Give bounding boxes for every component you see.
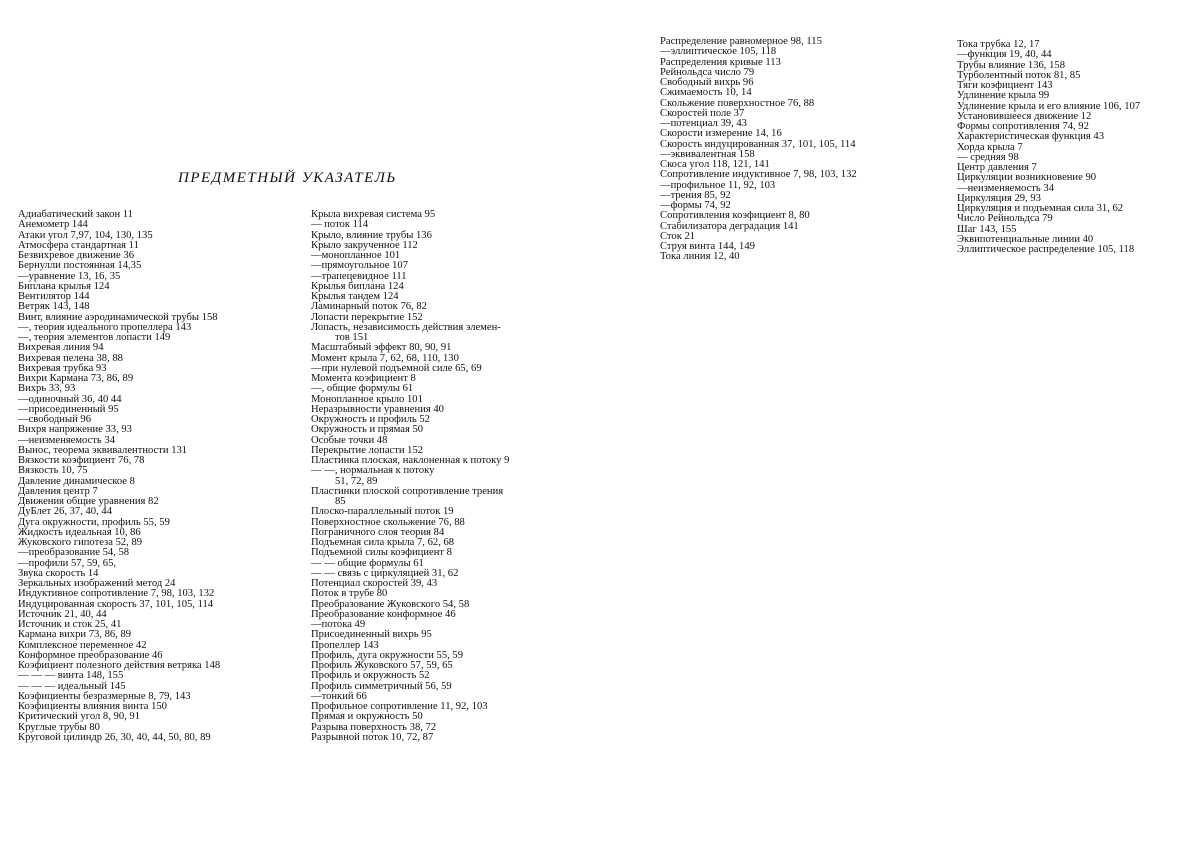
index-entry: Прямая и окружность 50 [311, 711, 423, 723]
index-entry: Жуковского гипотеза 52, 89 [18, 537, 143, 548]
index-entry: —прямоугольное 107 [311, 260, 409, 272]
index-entry: Комплексное переменное 42 [18, 639, 147, 651]
index-entry: Шаг 143, 155 [957, 223, 1017, 235]
index-entry: —уравнение 13, 16, 35 [18, 270, 121, 282]
index-entry: Критический угол 8, 90, 91 [18, 711, 141, 723]
index-entry: —монопланное 101 [311, 250, 401, 261]
index-entry: —функция 19, 40, 44 [957, 49, 1052, 61]
index-entry: Ламинарный поток 76, 82 [311, 301, 427, 313]
index-column-2 [311, 210, 509, 743]
index-entry: Циркуляции возникновение 90 [957, 172, 1097, 184]
index-entry: Вязкости коэфициент 76, 78 [18, 455, 145, 466]
index-entry: Крыло, влияние трубы 136 [311, 229, 432, 241]
index-entry: Скорости измерение 14, 16 [660, 128, 782, 140]
index-entry: Скоростей поле 37 [660, 107, 745, 119]
index-entry: Вихря напряжение 33, 93 [18, 424, 132, 436]
index-entry: Безвихревое движение 36 [18, 250, 134, 261]
index-entry: Поверхностное скольжение 76, 88 [311, 516, 465, 528]
index-entry: Скоса угол 118, 121, 141 [660, 159, 770, 170]
index-entry: — — — идеальный 145 [18, 680, 126, 692]
index-entry: 85 [335, 496, 346, 507]
index-entry: Пограничного слоя теория 84 [311, 526, 445, 538]
index-entry: Профиль, дуга окружности 55, 59 [311, 649, 464, 661]
index-entry: Хорда крыла 7 [957, 141, 1023, 153]
index-entry: Вихри Кармана 73, 86, 89 [18, 373, 134, 384]
index-entry: — — общие формулы 61 [311, 557, 424, 569]
index-entry: Момент крыла 7, 62, 68, 110, 130 [311, 352, 459, 364]
index-entry: Сопротивления коэфициент 8, 80 [660, 210, 810, 222]
index-entry: Характеристическая функция 43 [957, 131, 1105, 143]
index-entry: Масштабный эффект 80, 90, 91 [311, 342, 452, 354]
index-entry: —потенциал 39, 43 [660, 118, 747, 129]
index-entry: Вихревая линия 94 [18, 342, 104, 354]
index-entry: —трения 85, 92 [660, 189, 731, 201]
index-entry: Присоединенный вихрь 95 [311, 629, 432, 641]
index-entry: Окружность и прямая 50 [311, 424, 424, 436]
index-entry: Крылья тандем 124 [311, 291, 399, 302]
index-entry: Распределение равномерное 98, 115 [660, 36, 822, 47]
index-entry: Преобразование конформное 46 [311, 608, 456, 620]
index-entry: Движения общие уравнения 82 [18, 496, 159, 507]
index-entry: Давления центр 7 [18, 485, 98, 497]
index-entry: Скольжение поверхностное 76, 88 [660, 97, 815, 109]
index-entry: Преобразование Жуковского 54, 58 [311, 598, 470, 610]
index-entry: — поток 114 [311, 219, 369, 231]
index-entry: Тока линия 12, 40 [660, 251, 740, 263]
index-entry: Плоско-параллельный поток 19 [311, 506, 454, 518]
index-entry: —одиночный 36, 40 44 [18, 393, 122, 405]
index-entry: Крыла вихревая система 95 [311, 209, 436, 220]
index-entry: Профиль симметричный 56, 59 [311, 680, 452, 692]
index-entry: Особые точки 48 [311, 434, 388, 446]
index-entry: — — связь с циркуляцией 31, 62 [311, 567, 459, 579]
index-entry: Подъемная сила крыла 7, 62, 68 [311, 537, 455, 548]
index-entry: Тяги коэфициент 143 [957, 80, 1053, 91]
index-entry: Лопасти перекрытие 152 [311, 311, 423, 323]
index-entry: Струя винта 144, 149 [660, 241, 755, 252]
index-entry: Крыло закрученное 112 [311, 239, 418, 251]
index-entry: Вынос, теорема эквивалентности 131 [18, 444, 188, 456]
index-entry: —, общие формулы 61 [311, 383, 414, 395]
index-entry: Момента коэфициент 8 [311, 373, 416, 384]
index-entry: Бернулли постоянная 14,35 [18, 260, 142, 272]
index-entry: Коэфициенты безразмерные 8, 79, 143 [18, 690, 191, 702]
index-entry: Атаки угол 7,97, 104, 130, 135 [18, 229, 153, 241]
index-entry: Свободный вихрь 96 [660, 77, 754, 88]
index-entry: Стабилизатора деградация 141 [660, 220, 799, 232]
index-entry: Турболентный поток 81, 85 [957, 69, 1081, 81]
index-entry: Установившееся движение 12 [957, 110, 1092, 122]
index-entry: Винт, влияние аэродинамической трубы 158 [18, 311, 218, 323]
index-entry: 51, 72, 89 [335, 475, 378, 487]
index-entry: Коэфициент полезного действия ветряка 148 [18, 660, 221, 671]
index-entry: тов 151 [335, 332, 369, 343]
index-entry: Адиабатический закон 11 [18, 209, 133, 220]
index-entry: Профиль Жуковского 57, 59, 65 [311, 660, 453, 671]
index-entry: Вентилятор 144 [18, 291, 90, 302]
index-entry: Скорость индуцированная 37, 101, 105, 114 [660, 138, 856, 150]
index-entry: Удлинение крыла и его влияние 106, 107 [957, 100, 1141, 112]
index-entry: —неизменяемость 34 [18, 434, 115, 446]
index-entry: Эквипотенциальные линии 40 [957, 233, 1094, 245]
index-entry: Циркуляция 29, 93 [957, 192, 1041, 204]
index-entry: —свободный 96 [18, 414, 91, 425]
index-entry: —трапецевидное 111 [311, 270, 407, 282]
index-entry: — средняя 98 [957, 151, 1019, 163]
index-entry: — —, нормальная к потоку [311, 465, 435, 477]
index-entry: —неизменяемость 34 [957, 182, 1054, 194]
index-entry: Окружность и профиль 52 [311, 414, 430, 425]
index-entry: Поток в трубе 80 [311, 588, 388, 600]
index-entry: Источник и сток 25, 41 [18, 619, 122, 630]
index-entry: —преобразование 54, 58 [18, 547, 130, 559]
index-entry: Дуга окружности, профиль 55, 59 [18, 516, 170, 528]
index-entry: Анемометр 144 [18, 219, 88, 231]
index-entry: —профильное 11, 92, 103 [660, 179, 776, 191]
index-entry: —эллиптическое 105, 118 [660, 46, 777, 58]
index-entry: Неразрывности уравнения 40 [311, 403, 444, 415]
index-entry: Эллиптическое распределение 105, 118 [957, 244, 1135, 255]
index-entry: Кармана вихри 73, 86, 89 [18, 629, 132, 641]
index-entry: Пластинки плоской сопротивление трения [311, 485, 504, 497]
index-entry: Коэфициенты влияния винта 150 [18, 701, 167, 712]
index-entry: Рейнольдса число 79 [660, 66, 755, 78]
index-entry: Источник 21, 40, 44 [18, 608, 107, 620]
index-entry: Вихрь 33, 93 [18, 383, 76, 395]
index-entry: Круглые трубы 80 [18, 721, 100, 733]
index-entry: Ветряк 143, 148 [18, 301, 90, 313]
index-entry: Индуктивное сопротивление 7, 98, 103, 132 [18, 588, 215, 600]
index-entry: Атмосфера стандартная 11 [18, 239, 139, 251]
index-entry: —эквивалентная 158 [660, 148, 755, 160]
index-entry: Круговой цилиндр 26, 30, 40, 44, 50, 80, 89 [18, 731, 211, 743]
index-entry: Крылья биплана 124 [311, 280, 404, 292]
index-entry: ДуБлет 26, 37, 40, 44 [18, 506, 112, 518]
index-column-3 [660, 37, 857, 263]
index-column-4 [957, 40, 1140, 255]
index-entry: Пропеллер 143 [311, 639, 379, 651]
page-title: ПРЕДМЕТНЫЙ УКАЗАТЕЛЬ [178, 170, 397, 186]
index-entry: —, теория элементов лопасти 149 [18, 332, 171, 343]
index-entry: —потока 49 [311, 619, 366, 630]
index-entry: Звука скорость 14 [18, 567, 99, 579]
index-entry: Жидкость идеальная 10, 86 [18, 526, 141, 538]
index-entry: —, теория идеального пропеллера 143 [18, 321, 192, 333]
index-entry: —профили 57, 59, 65, [18, 557, 117, 569]
index-entry: Индуцированная скорость 37, 101, 105, 114 [18, 598, 214, 610]
index-entry: Вихревая пелена 38, 88 [18, 352, 123, 364]
index-entry: Потенциал скоростей 39, 43 [311, 578, 438, 589]
index-entry: Число Рейнольдса 79 [957, 213, 1053, 225]
index-entry: —формы 74, 92 [660, 200, 731, 211]
index-column-1 [18, 210, 220, 743]
index-entry: Подъемной силы коэфициент 8 [311, 547, 452, 559]
index-entry: —при нулевой подъемной силе 65, 69 [311, 362, 482, 374]
index-entry: Пластинка плоская, наклоненная к потоку 9 [311, 455, 510, 466]
index-entry: Лопасть, независимость действия элемен- [311, 321, 501, 333]
index-entry: Распределения кривые 113 [660, 56, 781, 68]
index-entry: Сток 21 [660, 230, 696, 242]
index-entry: Центр давления 7 [957, 162, 1037, 173]
index-entry: Вязкость 10, 75 [18, 465, 88, 477]
index-entry: Сжимаемость 10, 14 [660, 87, 752, 99]
index-entry: —тонкий 66 [311, 690, 367, 702]
index-entry: Перекрытие лопасти 152 [311, 444, 424, 456]
index-entry: Профиль и окружность 52 [311, 670, 430, 682]
index-entry: Циркуляция и подъемная сила 31, 62 [957, 203, 1124, 214]
index-entry: Тока трубка 12, 17 [957, 39, 1040, 50]
index-entry: Зеркальных изображений метод 24 [18, 578, 176, 589]
index-entry: Формы сопротивления 74, 92 [957, 121, 1089, 132]
index-entry: Вихревая трубка 93 [18, 362, 107, 374]
index-entry: Конформное преобразование 46 [18, 649, 163, 661]
index-entry: Разрывной поток 10, 72, 87 [311, 731, 434, 743]
index-entry: Удлинение крыла 99 [957, 90, 1050, 102]
index-entry: — — — винта 148, 155 [18, 670, 124, 682]
index-entry: Биплана крылья 124 [18, 280, 110, 292]
index-entry: Монопланное крыло 101 [311, 393, 423, 405]
index-entry: Профильное сопротивление 11, 92, 103 [311, 701, 488, 712]
index-entry: —присоединенный 95 [18, 403, 119, 415]
index-entry: Трубы влияние 136, 158 [957, 59, 1065, 71]
index-entry: Сопротивление индуктивное 7, 98, 103, 132 [660, 169, 857, 181]
index-entry: Давление динамическое 8 [18, 475, 135, 487]
index-entry: Разрыва поверхность 38, 72 [311, 721, 437, 733]
